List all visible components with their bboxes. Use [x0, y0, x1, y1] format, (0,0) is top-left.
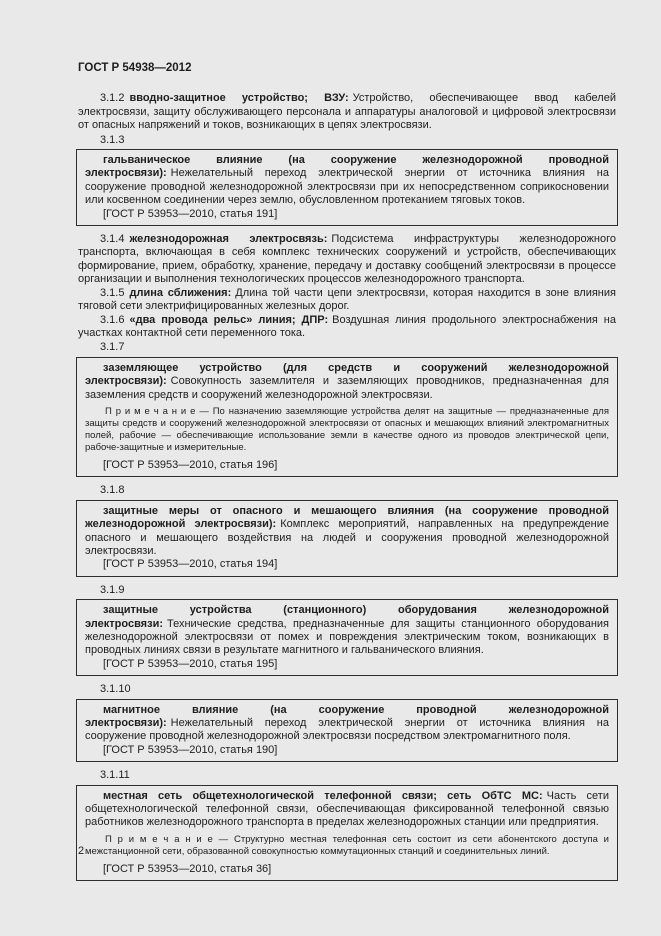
entry-number: 3.1.10 — [100, 683, 131, 696]
entry-number: 3.1.4 — [100, 233, 125, 246]
entry-note: П р и м е ч а н и е — По назначению заземляющие устройства делят на защитные — предназначенные для защиты средств и сооружений железнодорожной электросвязи от опасных и мешающих влияний электромагнитных полей, рабочие — обеспечивающие использование земли в качестве одного из проводов электрической цепи, рабоче-защитные и измерительные. — [85, 405, 609, 453]
entry-number: 3.1.5 — [100, 286, 125, 299]
entry-number: 3.1.3 — [100, 133, 125, 146]
entry-number: 3.1.11 — [100, 769, 130, 782]
definition-box — [76, 699, 618, 763]
document-title: ГОСТ Р 54938—2012 — [78, 62, 192, 74]
definition-paragraph — [76, 233, 618, 287]
page-number: 2 — [78, 845, 85, 857]
definition-paragraph — [85, 790, 609, 830]
entry-definition: Длина той части цепи электросвязи, которая находится в зоне влияния тяговой сети электрифицированных железных дорог. — [78, 286, 616, 313]
entry-definition: Подсистема инфраструктуры железнодорожного транспорта, включающая в себя комплекс технических сооружений и устройств, обеспечивающих формирование, прием, обработку, хранение, передачу и доставку сообщений электросвязи в процессе организации и выполнения технологических процессов железнодорожного транспорта. — [78, 233, 616, 286]
entry-term: железнодорожная электросвязь: — [129, 233, 328, 246]
entry-source-reference: [ГОСТ Р 53953—2010, статья 195] — [103, 657, 278, 670]
entry-definition: Технические средства, предназначенные для защиты станционного оборудования железнодорожной электросвязи от помех и повреждения электрическим током, возникающих в проводных линиях связи в результате магнитного и гальванического влияния. — [85, 617, 609, 657]
entry-term: магнитное влияние (на сооружение проводной железнодорожной электросвязи): — [85, 703, 609, 730]
entry-number: 3.1.6 — [100, 313, 125, 326]
definition-paragraph — [85, 505, 609, 559]
entry-number: 3.1.2 — [100, 92, 125, 105]
entry-term: вводно-защитное устройство; ВЗУ: — [129, 92, 349, 105]
definition-paragraph — [85, 362, 609, 402]
entry-term: длина сближения: — [129, 286, 232, 299]
definition-paragraph — [85, 154, 609, 208]
entry-definition: Воздушная линия продольного электроснабжения на участках контактной сети переменного тока. — [78, 313, 617, 339]
definition-paragraph — [76, 287, 618, 314]
entry-definition: Совокупность заземлителя и заземляющих проводников, предназначенная для заземления средств и сооружений железнодорожной электросвязи. — [85, 375, 609, 401]
entry-number: 3.1.7 — [100, 341, 125, 354]
definition-paragraph — [85, 704, 609, 744]
entry-source-reference: [ГОСТ Р 53953—2010, статья 196] — [103, 458, 278, 471]
entry-definition: Часть сети общетехнологической телефонной связи, обеспечивающая фиксированной телефонной связью работников железнодорожного транспорта в пределах железнодорожных станции или предприятия. — [85, 789, 609, 829]
definition-box — [76, 149, 618, 226]
entry-term: защитные меры от опасного и мешающего влияния (на сооружение проводной железнодорожной электросвязи): — [85, 504, 609, 531]
page-content — [76, 62, 618, 888]
entry-source-reference: [ГОСТ Р 53953—2010, статья 194] — [103, 558, 278, 571]
definition-paragraph — [85, 604, 609, 658]
entry-term: гальваническое влияние (на сооружение железнодорожной проводной электросвязи): — [85, 154, 609, 180]
definition-box — [76, 785, 618, 882]
entry-number: 3.1.8 — [100, 484, 125, 497]
entry-term: заземляющее устройство (для средств и сооружений железнодорожной электросвязи): — [85, 361, 609, 388]
definition-box — [76, 357, 618, 478]
entry-source-reference: [ГОСТ Р 53953—2010, статья 190] — [103, 743, 278, 756]
entry-definition: Нежелательный переход электрической энергии от источника влияния на сооружение проводной железнодорожной электросвязи посредством электромагнитного поля. — [85, 717, 609, 743]
entry-definition: Комплекс мероприятий, направленных на предупреждение опасного и мешающего воздействия на людей и сооружения проводной железнодорожной электросвязи. — [85, 518, 609, 557]
entry-definition: Нежелательный переход электрической энергии от источника влияния на сооружение проводной железнодорожной электросвязи при их непосредственном соприкосновении или косвенном соединении через землю, обусловленном протеканием тяговых токов. — [85, 167, 609, 207]
definition-paragraph — [76, 92, 618, 132]
definition-box — [76, 500, 618, 577]
entry-term: местная сеть общетехнологической телефонной связи; сеть ОбТС МС: — [103, 789, 543, 802]
entry-definition: Устройство, обеспечивающее ввод кабелей электросвязи, защиту обслуживающего персонала и аппаратуры аналоговой и цифровой электросвязи от опасных напряжений и токов, возникающих в цепях электросвязи. — [78, 92, 616, 132]
definition-paragraph — [76, 314, 618, 341]
entry-source-reference: [ГОСТ Р 53953—2010, статья 36] — [103, 862, 272, 875]
definition-box — [76, 599, 618, 676]
entry-number: 3.1.9 — [100, 583, 125, 596]
entry-source-reference: [ГОСТ Р 53953—2010, статья 191] — [103, 207, 278, 220]
entry-term: защитные устройства (станционного) оборудования железнодорожной электросвязи: — [85, 604, 609, 630]
entry-term: «два провода рельс» линия; ДПР: — [129, 313, 329, 326]
entry-note: П р и м е ч а н и е — Структурно местная телефонная сеть состоит из сети абонентского доступа и межстанционной сети, образованной совокупностью коммутационных станций и соединительных линий. — [85, 833, 609, 857]
